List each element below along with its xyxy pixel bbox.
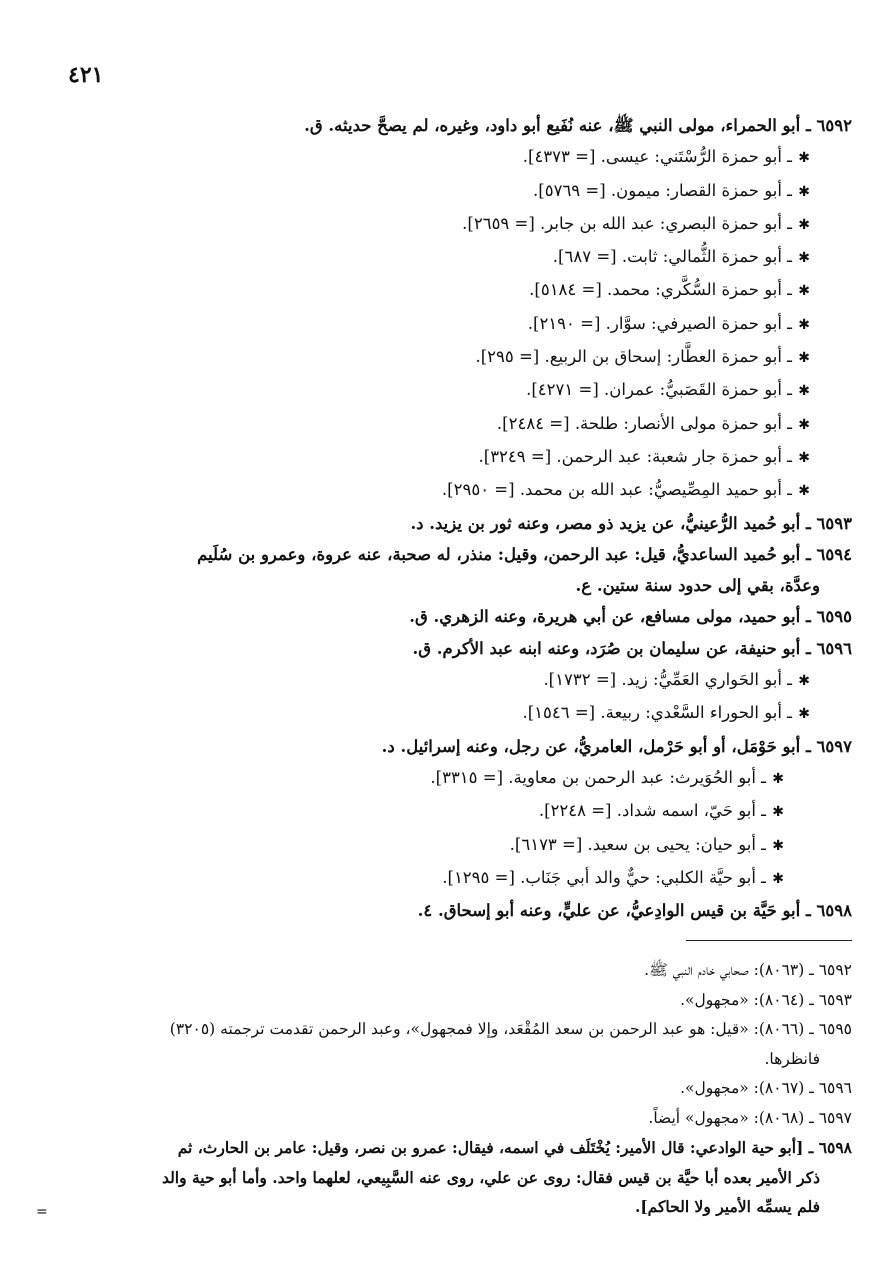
line-text: ٦٥٩٦ ـ أبو حنيفة، عن سليمان بن صُرَد، وعنه ابنه عبد الأكرم. ق.	[412, 638, 852, 658]
line-text: ـ أبو الحَواري العَمِّيُّ: زيد. [= ١٧٣٢].	[543, 670, 792, 690]
footnote-line: ٦٥٩٨ ـ [أبو حية الوادعي: قال الأمير: يُخْتَلَف في اسمه، فيقال: عمرو بن نصر، وقيل: عامر بن الحارث، ثم	[177, 1138, 852, 1157]
cross-reference-line	[40, 241, 852, 274]
asterisk-icon: ✱	[772, 804, 784, 821]
cross-reference-line	[40, 829, 852, 862]
footnote-continuation: فانظرها.	[764, 1049, 820, 1068]
cross-reference-line	[40, 274, 852, 307]
entry-line	[40, 508, 852, 539]
line-text: ـ أبو حميد المِصِّيصيُّ: عبد الله بن محمد. [= ٢٩٥٠].	[441, 480, 792, 500]
asterisk-icon: ✱	[798, 673, 810, 690]
asterisk-icon: ✱	[798, 350, 810, 367]
asterisk-icon: ✱	[798, 250, 810, 267]
footnote-continuation: ذكر الأمير بعده أبا حيَّة بن قيس فقال: روى عن علي، روى عنه السَّبِيعي، لعلهما واحد. وأما أبو حية والد	[161, 1167, 820, 1187]
asterisk-icon: ✱	[798, 216, 810, 233]
line-text: ٦٥٩٥ ـ أبو حميد، مولى مسافع، عن أبي هريرة، وعنه الزهري. ق.	[409, 607, 852, 627]
line-text: ـ أبو حمزة العطَّار: إسحاق بن الربيع. [= ٢٩٥].	[475, 347, 792, 367]
cross-reference-line	[40, 341, 852, 374]
line-text: ٦٥٩٢ ـ أبو الحمراء، مولى النبي ﷺ، عنه نُفَيع أبو داود، وغيره، لم يصحَّ حديثه. ق.	[304, 116, 852, 135]
line-text: ـ أبو حمزة جار شعبة: عبد الرحمن. [= ٣٢٤٩].	[478, 446, 792, 466]
entry-line	[40, 110, 852, 141]
cross-reference-line	[40, 862, 852, 895]
cross-reference-line	[40, 795, 852, 828]
asterisk-icon: ✱	[772, 837, 784, 854]
footnote-line: ٦٥٩٥ ـ (٨٠٦٦): «قيل: هو عبد الرحمن بن سعد المُقْعَد، وإلا فمجهول»، وعبد الرحمن تقدمت ترجمته (٣٢٠٥)	[169, 1020, 852, 1038]
entry-line	[40, 633, 852, 664]
line-text: ـ أبو حمزة القصار: ميمون. [= ٥٧٦٩].	[533, 180, 792, 200]
cross-reference-line	[40, 697, 852, 730]
line-text: ـ أبو حيَّة الكلبي: حيٌّ والد أبي جَنَاب. [= ١٢٩٥].	[442, 867, 766, 887]
asterisk-icon: ✱	[798, 383, 810, 400]
footnote-separator	[686, 940, 852, 941]
cross-reference-line	[40, 175, 852, 208]
footnote-line: ٦٥٩٣ ـ (٨٠٦٤): «مجهول».	[680, 990, 852, 1009]
line-text: ٦٥٩٣ ـ أبو حُميد الرُّعينيُّ، عن يزيد ذو مصر، وعنه ثور بن يزيد. د.	[410, 513, 852, 533]
footnote-line: ٦٥٩٢ ـ (٨٠٦٣): صحابي خادم النبي ﷺ.	[644, 961, 852, 979]
asterisk-icon: ✱	[798, 150, 810, 167]
line-text: ـ أبو حمزة السُّكَّري: محمد. [= ٥١٨٤].	[529, 280, 792, 300]
margin-mark: =	[36, 1204, 48, 1220]
line-text: ـ أبو حمزة مولى الأنصار: طلحة. [= ٢٤٨٤].	[496, 413, 792, 433]
line-text: وعدَّة، بقي إلى حدود سنة ستين. ع.	[575, 576, 820, 596]
line-text: ـ أبو حمزة القَصَبيُّ: عمران. [= ٤٢٧١].	[526, 380, 792, 400]
footnote-line: ٦٥٩٦ ـ (٨٠٦٧): «مجهول».	[680, 1079, 852, 1097]
line-text: ـ أبو الحُوَيرث: عبد الرحمن بن معاوية. [= ٣٣١٥].	[430, 767, 766, 787]
cross-reference-line	[40, 664, 852, 697]
entry-continuation	[40, 570, 852, 601]
main-text	[40, 110, 852, 926]
line-text: ـ أبو الحوراء السَّعْدي: ربيعة. [= ١٥٤٦].	[522, 703, 792, 723]
line-text: ـ أبو حمزة الرُّسْتَني: عيسى. [= ٤٣٧٣].	[522, 147, 792, 167]
line-text: ٦٥٩٧ ـ أبو حَوْمَل، أو أبو حَرْمل، العامريُّ، عن رجل، وعنه إسرائيل. د.	[381, 736, 852, 756]
line-text: ـ أبو حمزة الصيرفي: سوَّار. [= ٢١٩٠].	[527, 313, 792, 333]
cross-reference-line	[40, 474, 852, 507]
asterisk-icon: ✱	[798, 449, 810, 466]
entry-line	[40, 601, 852, 632]
asterisk-icon: ✱	[798, 483, 810, 500]
footnote-line: ٦٥٩٧ ـ (٨٠٦٨): «مجهول» أيضاً.	[648, 1108, 852, 1127]
entry-line	[40, 731, 852, 762]
asterisk-icon: ✱	[798, 283, 810, 300]
line-text: ـ أبو حمزة البصري: عبد الله بن جابر. [= ٢٦٥٩].	[462, 213, 792, 233]
line-text: ـ أبو حَيّ، اسمه شداد. [= ٢٢٤٨].	[538, 801, 766, 821]
asterisk-icon: ✱	[798, 416, 810, 433]
cross-reference-line	[40, 408, 852, 441]
line-text: ٦٥٩٤ ـ أبو حُميد الساعديُّ، قيل: عبد الرحمن، وقيل: منذر، له صحبة، عنه عروة، وعمرو بن سُلَيم	[197, 544, 852, 564]
footnotes	[40, 956, 852, 1222]
entry-line	[40, 895, 852, 926]
line-text: ـ أبو حيان: يحيى بن سعيد. [= ٦١٧٣].	[509, 834, 766, 854]
cross-reference-line	[40, 308, 852, 341]
asterisk-icon: ✱	[772, 870, 784, 887]
cross-reference-line	[40, 208, 852, 241]
entry-line	[40, 539, 852, 570]
line-text: ـ أبو حمزة الثُّمالي: ثابت. [= ٦٨٧].	[552, 247, 792, 267]
cross-reference-line	[40, 441, 852, 474]
asterisk-icon: ✱	[798, 183, 810, 200]
asterisk-icon: ✱	[772, 770, 784, 787]
page-number: ٤٢١	[68, 62, 104, 88]
footnote-continuation: فلم يسمِّه الأمير ولا الحاكم].	[634, 1197, 820, 1216]
cross-reference-line	[40, 374, 852, 407]
line-text: ٦٥٩٨ ـ أبو حَيَّة بن قيس الوادِعيُّ، عن عليٍّ، وعنه أبو إسحاق. ٤.	[417, 901, 852, 921]
asterisk-icon: ✱	[798, 706, 810, 723]
asterisk-icon: ✱	[798, 316, 810, 333]
cross-reference-line	[40, 762, 852, 795]
cross-reference-line	[40, 141, 852, 174]
